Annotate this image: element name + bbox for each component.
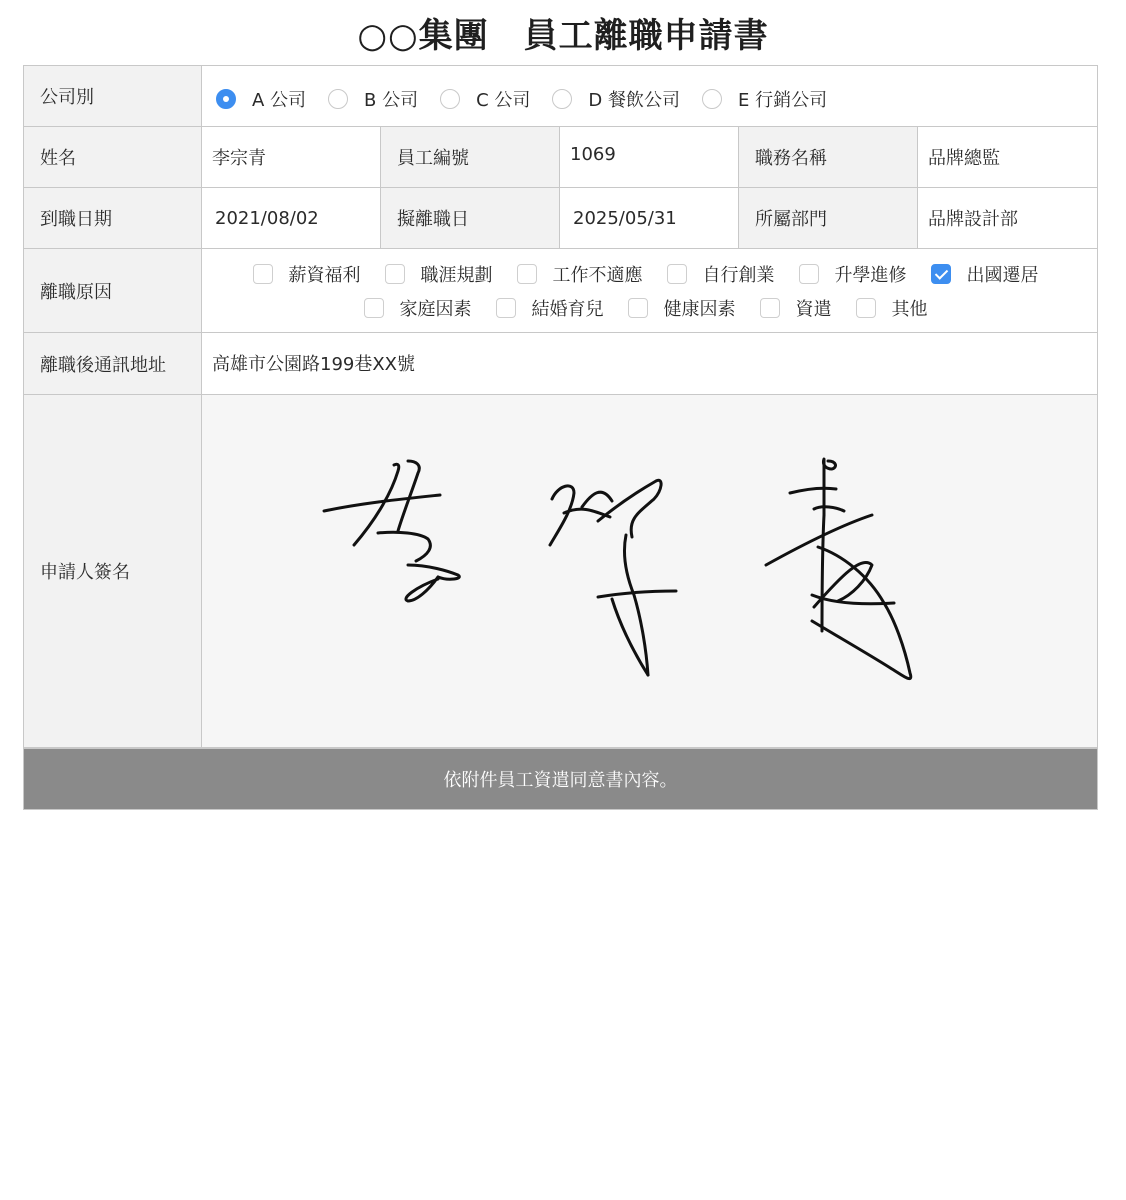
address-row [24,333,1097,395]
company-option-b[interactable] [328,86,418,112]
reasons-line-2 [364,291,952,325]
checkbox[interactable] [856,298,876,318]
company-option-a[interactable] [216,86,306,112]
reason-label: 薪資福利 [288,264,361,286]
checkbox[interactable] [799,264,819,284]
page-title: ○○集團 員工離職申請書 [357,16,769,56]
address-label: 離職後通訊地址 [24,333,202,394]
company-radio-group [202,66,1097,126]
reason-option[interactable] [667,261,775,287]
radio-button[interactable] [328,89,348,109]
reasons-checkbox-group [202,249,1097,332]
name-label: 姓名 [24,127,202,187]
name-row [24,127,1097,188]
checkbox[interactable] [364,298,384,318]
resignation-form [23,65,1098,810]
reason-label: 職涯規劃 [420,264,493,286]
reason-label: 升學進修 [834,264,907,286]
checkbox[interactable] [760,298,780,318]
company-option-label: E 行銷公司 [738,90,828,111]
radio-button[interactable] [552,89,572,109]
name-field[interactable]: 李宗青 [202,127,381,187]
signature-pad[interactable] [202,395,1097,747]
company-option-label: D 餐飲公司 [588,90,681,111]
job-title-label: 職務名稱 [739,127,918,187]
company-option-label: A 公司 [252,90,307,111]
department-label: 所屬部門 [739,188,918,248]
checkbox[interactable] [496,298,516,318]
reason-label: 結婚育兒 [531,298,604,320]
company-option-e[interactable] [702,86,827,112]
employee-number-label: 員工編號 [381,127,560,187]
reason-option[interactable] [799,261,907,287]
reason-label: 出國遷居 [966,264,1039,286]
reason-label: 其他 [891,298,928,320]
leave-date-label: 擬離職日 [381,188,560,248]
reason-label: 家庭因素 [399,298,472,320]
reasons-line-1 [253,257,1063,291]
address-field[interactable]: 高雄市公園路199巷XX號 [202,333,1097,394]
handwritten-signature [202,395,1097,748]
radio-button[interactable] [440,89,460,109]
reason-option[interactable] [628,295,736,321]
checkbox[interactable] [517,264,537,284]
reason-option[interactable] [760,295,832,321]
checkbox[interactable] [667,264,687,284]
checkbox[interactable] [628,298,648,318]
company-label: 公司別 [24,66,202,126]
reason-label: 健康因素 [663,298,736,320]
company-row [24,66,1097,127]
radio-button[interactable] [702,89,722,109]
department-field[interactable]: 品牌設計部 [918,188,1097,248]
employee-number-field[interactable]: 1069 [560,127,739,187]
reason-label: 自行創業 [702,264,775,286]
reason-option[interactable] [364,295,472,321]
reasons-label: 離職原因 [24,249,202,332]
dates-row [24,188,1097,249]
reason-option[interactable] [385,261,493,287]
reason-label: 工作不適應 [552,264,643,286]
checkbox[interactable] [253,264,273,284]
radio-button[interactable] [216,89,236,109]
signature-row [24,395,1097,748]
reason-label: 資遣 [795,298,832,320]
reason-option[interactable] [253,261,361,287]
company-option-label: B 公司 [364,90,419,111]
checkbox-checked[interactable] [931,264,951,284]
company-option-c[interactable] [440,86,530,112]
reason-option[interactable] [517,261,643,287]
reason-option[interactable] [496,295,604,321]
company-option-label: C 公司 [476,90,531,111]
company-option-d[interactable] [552,86,680,112]
start-date-field[interactable]: 2021/08/02 [202,188,381,248]
signature-label: 申請人簽名 [24,395,202,747]
reason-option[interactable] [856,295,928,321]
footer-note: 依附件員工資遣同意書內容。 [24,748,1097,809]
start-date-label: 到職日期 [24,188,202,248]
leave-date-field[interactable]: 2025/05/31 [560,188,739,248]
checkbox[interactable] [385,264,405,284]
job-title-field[interactable]: 品牌總監 [918,127,1097,187]
reason-option[interactable] [931,261,1039,287]
reasons-row [24,249,1097,333]
